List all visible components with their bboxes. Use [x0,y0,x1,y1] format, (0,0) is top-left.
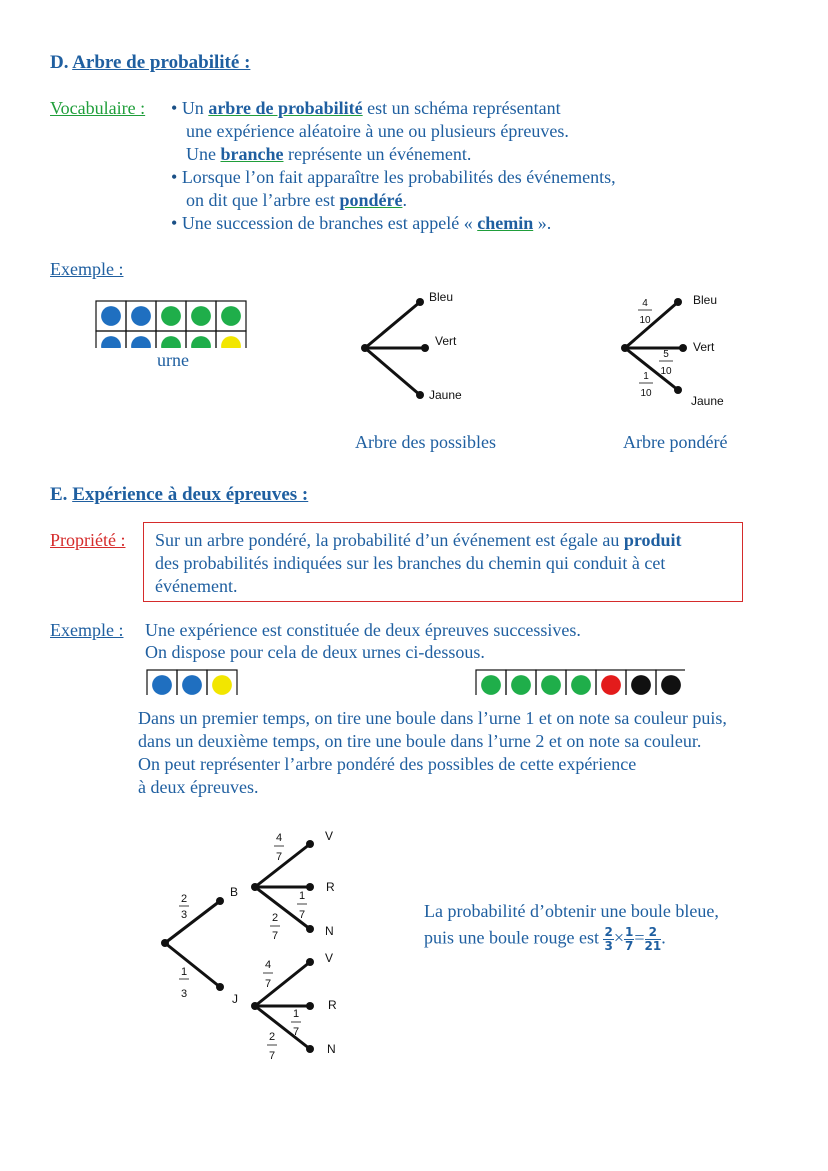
wlabel-vert: Vert [693,340,715,354]
result-line2-pre: puis une boule rouge est [424,927,604,948]
root-node [361,344,369,352]
wnode-jaune [674,386,682,394]
t-pR-num: 1 [298,890,306,902]
wnode-bleu [674,298,682,306]
wp-bleu-den: 10 [639,315,651,326]
urn2-ball [631,675,651,695]
t-label-J: J [232,992,238,1006]
caption-tree-possibles: Arbre des possibles [355,432,496,452]
result-frac-b [624,926,634,953]
wp-bleu-num: 4 [642,298,648,309]
wlabel-jaune: Jaune [691,394,724,408]
t-node-b [251,883,259,891]
bullet-1: • Un arbre de probabilité est un schéma représentant [171,98,561,118]
desc-line2: dans un deuxième temps, on tire une boule dans l’urne 2 et on note sa couleur. [138,731,702,751]
t-pV-num: 4 [275,832,283,844]
branch-J [165,943,220,987]
node-vert [421,344,429,352]
result-frac-c [645,926,662,953]
t-leaf-jn [306,1045,314,1053]
t-root [161,939,169,947]
t-pN-num: 2 [271,912,279,924]
r-a-num: 2 [604,925,613,939]
t-pV-den: 7 [275,851,283,863]
urn-1 [146,669,241,695]
example-label-d: Exemple : [50,259,124,279]
urn2-ball [571,675,591,695]
r-eq: = [634,927,645,948]
result-frac-a [603,926,613,953]
bullet-3: • Une succession de branches est appelé « chemin ». [171,213,552,233]
urn-grid-ball [191,306,211,326]
kw-branche: branche [220,144,284,164]
node-jaune [416,391,424,399]
wlabel-bleu: Bleu [693,293,718,307]
urn-grid-ball [131,306,151,326]
urn-grid-ball [191,336,211,348]
prop-line2: des probabilités indiquées sur les branches du chemin qui conduit à cet [155,553,666,573]
t-label-N1: N [325,924,334,938]
t-label-R1: R [326,880,335,894]
ex-line1: Une expérience est constituée de deux épreuves successives. [145,620,581,640]
wp-jaune-den: 10 [640,388,652,399]
branch-JN [255,1006,310,1049]
urn-2 [475,669,685,695]
t-pV2-den: 7 [264,978,272,990]
b2-line2-post: . [402,190,407,210]
t-leaf-br [306,883,314,891]
desc-line3: On peut représenter l’arbre pondéré des possibles de cette expérience [138,754,637,774]
section-d-heading [50,52,250,74]
t-pB-num: 2 [180,893,188,905]
t-pR-den: 7 [298,909,306,921]
bullet-1-line2: une expérience aléatoire à une ou plusieurs épreuves. [186,121,569,141]
prop-line3: événement. [155,576,238,596]
bullet-1-text-post: est un schéma représentant [362,98,561,118]
t-pN-den: 7 [271,930,279,942]
tree-possibles [355,285,485,405]
t-label-V2: V [325,951,334,965]
section-d-letter: D. [50,52,69,73]
t-pR2-num: 1 [292,1008,300,1020]
t-pR2-den: 7 [292,1026,300,1038]
label-bleu: Bleu [429,290,454,304]
urn-grid [95,300,247,348]
t-leaf-bn [306,925,314,933]
t-pN2-num: 2 [268,1031,276,1043]
urn1-ball [182,675,202,695]
kw-chemin: chemin [477,213,534,233]
wroot-node [621,344,629,352]
prop-line1-pre: Sur un arbre pondéré, la probabilité d’un événement est égale au [155,530,624,550]
r-b-den: 7 [624,939,634,953]
urn2-ball [481,675,501,695]
b3-pre: Une succession de branches est appelé « [181,213,478,233]
t-node-j [251,1002,259,1010]
t-leaf-jr [306,1002,314,1010]
kw-pondere: pondéré [339,190,403,210]
vocab-label: Vocabulaire : [50,98,146,118]
urn-grid-ball [221,336,241,348]
bullet-2: • Lorsque l’on fait apparaître les probabilités des événements, [171,167,616,187]
bullet-1-line3 [186,143,471,166]
branch-BV [255,844,310,887]
b3-post: ». [533,213,552,233]
bullet-2-text: Lorsque l’on fait apparaître les probabilités des événements, [181,167,616,187]
ex-line2: On dispose pour cela de deux urnes ci-dessous. [145,642,485,662]
t-leaf-jv [306,958,314,966]
t-node-b-end [216,897,224,905]
wnode-vert [679,344,687,352]
caption-tree-pondere: Arbre pondéré [623,432,728,452]
kw-produit: produit [623,530,682,550]
prop-label: Propriété : [50,530,126,550]
urn-grid-ball [221,306,241,326]
wp-jaune-num: 1 [643,371,649,382]
prop-line1 [155,529,682,552]
urn-grid-ball [131,336,151,348]
r-a-den: 3 [604,939,613,953]
r-end: . [661,927,666,948]
branch-jaune [365,348,420,395]
urn2-ball [541,675,561,695]
r-c-num: 2 [645,926,662,940]
node-bleu [416,298,424,306]
result-line2 [424,926,666,953]
section-e-title: Expérience à deux épreuves : [72,484,309,505]
kw-arbre: arbre de probabilité [208,98,363,118]
label-jaune: Jaune [429,388,462,402]
urn-grid-ball [101,336,121,348]
branch-bleu [365,302,420,348]
bullet-2-line2 [186,189,407,212]
branch-JV [255,962,310,1006]
t-pV2-num: 4 [264,959,272,971]
b1-line3-post: représente un événement. [283,144,472,164]
wp-vert-den: 10 [660,366,672,377]
t-label-R2: R [328,998,337,1012]
r-b-num: 1 [624,925,634,939]
urn-grid-ball [101,306,121,326]
urn-grid-ball [161,306,181,326]
desc-line4: à deux épreuves. [138,777,259,797]
t-label-V1: V [325,829,334,843]
r-c-den: 21 [644,939,662,953]
wbranch-bleu [625,302,678,348]
label-vert: Vert [435,334,457,348]
section-e-letter: E. [50,484,68,505]
t-pJ-den: 3 [180,988,188,1000]
desc-line1: Dans un premier temps, on tire une boule dans l’urne 1 et on note sa couleur puis, [138,708,727,728]
urn-label: urne [157,350,189,370]
tree-pondere [615,290,745,415]
section-e-heading [50,484,308,506]
urn1-ball [212,675,232,695]
wp-vert-num: 5 [663,349,669,360]
urn2-ball [601,675,621,695]
section-d-title: Arbre de probabilité : [72,52,251,73]
r-times: × [613,927,624,948]
t-label-N2: N [327,1042,336,1056]
example-label-e: Exemple : [50,620,124,640]
urn-grid-ball [161,336,181,348]
b1-line3-pre: Une [186,144,221,164]
branch-B [165,901,220,943]
t-pB-den: 3 [180,909,188,921]
t-label-B: B [230,885,239,899]
urn2-ball [511,675,531,695]
b2-line2-pre: on dit que l’arbre est [186,190,340,210]
t-pJ-num: 1 [180,966,188,978]
t-node-j-end [216,983,224,991]
result-line1: La probabilité d’obtenir une boule bleue, [424,901,719,921]
t-leaf-bv [306,840,314,848]
urn2-ball [661,675,681,695]
urn1-ball [152,675,172,695]
two-stage-tree [150,825,350,1065]
bullet-1-text: Un [181,98,209,118]
t-pN2-den: 7 [268,1050,276,1062]
